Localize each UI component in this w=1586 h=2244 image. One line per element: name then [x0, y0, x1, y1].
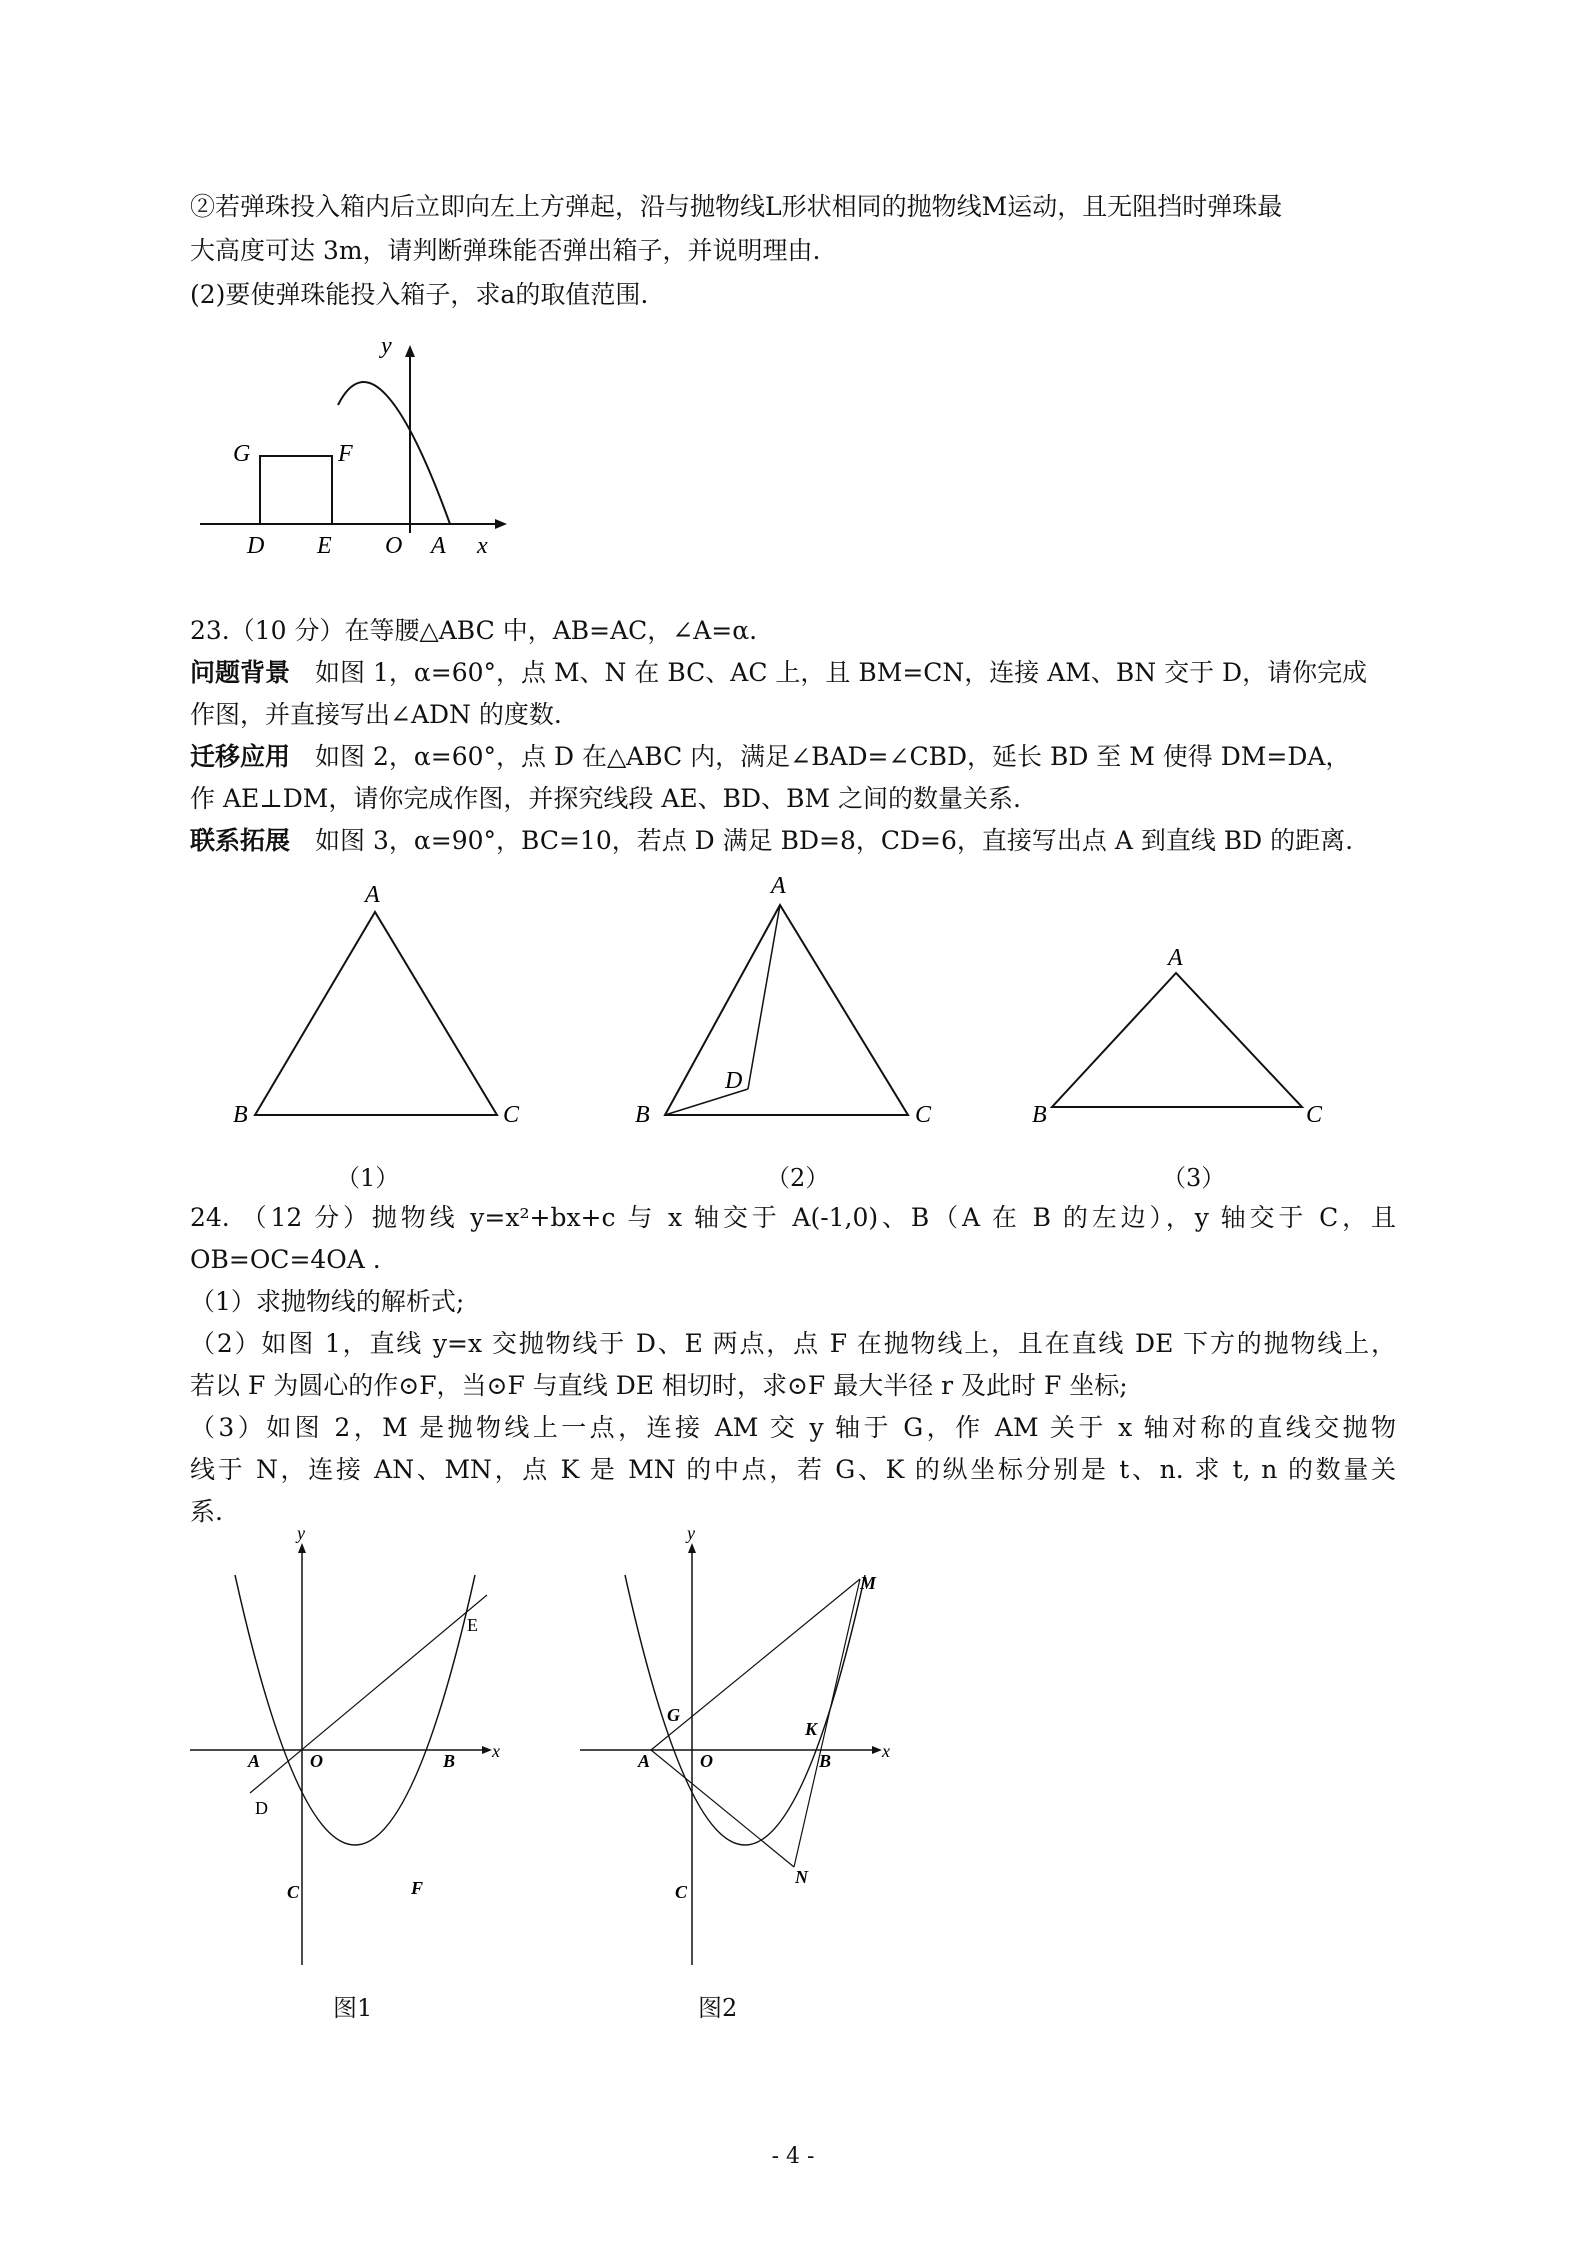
q23-figure-3	[1020, 935, 1330, 1135]
fig3-label-A: A	[1168, 945, 1183, 971]
page-number: - 4 -	[771, 2144, 815, 2169]
q23-migration-title: 迁移应用	[190, 742, 291, 771]
q23-extension-text: 如图 3，α=90°，BC=10，若点 D 满足 BD=8，CD=6，直接写出点 A 到直线 BD 的距离.	[290, 826, 1354, 855]
q24-line-1: 24. （12 分）抛物线 y=x²+bx+c 与 x 轴交于 A(-1,0)、B（A 在 B 的左边），y 轴交于 C，且	[190, 1203, 1396, 1232]
q22-line-3: (2)要使弹珠能投入箱子，求a的取值范围.	[190, 280, 649, 309]
q24-caption-2: 图2	[698, 1994, 738, 2022]
fig1-label-C: C	[503, 1102, 520, 1128]
label-G: G	[233, 441, 251, 467]
q23-extension-title: 联系拓展	[190, 826, 291, 855]
f1-label-C: C	[287, 1882, 300, 1902]
q24-figure-1	[185, 1525, 505, 1985]
q24-caption-1: 图1	[333, 1994, 373, 2022]
f2-label-x: x	[882, 1741, 890, 1761]
q23-caption-1: （1）	[336, 1164, 400, 1192]
q23-caption-3: （3）	[1162, 1164, 1226, 1192]
f1-label-F: F	[411, 1878, 424, 1898]
fig3-label-B: B	[1032, 1102, 1047, 1128]
f1-label-A: A	[248, 1751, 261, 1771]
fig3-label-C: C	[1306, 1102, 1323, 1128]
f2-label-B: B	[819, 1751, 832, 1771]
parabola-L	[338, 382, 450, 524]
q24-line-5: 若以 F 为圆心的作⊙F，当⊙F 与直线 DE 相切时，求⊙F 最大半径 r 及此时 F 坐标;	[190, 1371, 1128, 1400]
parabola	[235, 1575, 475, 1845]
line-MN	[794, 1579, 860, 1867]
q24-line-2: OB=OC=4OA .	[190, 1245, 381, 1274]
f2-label-K: K	[805, 1719, 818, 1739]
f2-label-G: G	[667, 1705, 680, 1725]
q24-figure-2	[575, 1525, 895, 1985]
label-y: y	[381, 335, 392, 359]
line-AM	[651, 1579, 860, 1750]
label-D: D	[247, 533, 265, 559]
f2-label-O: O	[700, 1751, 713, 1771]
fig2-label-B: B	[635, 1102, 650, 1128]
f2-label-M: M	[860, 1573, 877, 1593]
line-AN	[651, 1750, 794, 1867]
triangle-abc-1	[255, 912, 497, 1115]
label-A: A	[431, 533, 446, 559]
label-E: E	[317, 533, 332, 559]
q23-background-line-1	[190, 654, 1367, 692]
triangle-abc-3	[1052, 973, 1302, 1107]
x-axis-arrow	[482, 1746, 492, 1754]
f2-label-y: y	[687, 1525, 695, 1543]
q23-figure-2	[625, 860, 945, 1140]
q23-line-1: 23.（10 分）在等腰△ABC 中，AB=AC，∠A=α.	[190, 616, 758, 645]
q24-line-8: 系.	[190, 1497, 223, 1526]
f1-label-E: E	[467, 1615, 478, 1635]
f1-label-D: D	[255, 1798, 268, 1818]
f2-label-A: A	[638, 1751, 651, 1771]
label-x: x	[477, 533, 488, 559]
y-axis-arrow	[688, 1543, 696, 1553]
x-axis-arrow	[495, 519, 507, 529]
label-F: F	[338, 441, 353, 467]
q23-migration-text-1: 如图 2，α=60°，点 D 在△ABC 内，满足∠BAD=∠CBD，延长 BD 至 M 使得 DM=DA，	[290, 742, 1351, 771]
q23-caption-2: （2）	[766, 1164, 830, 1192]
q23-extension-line	[190, 822, 1353, 860]
q23-background-line-2: 作图，并直接写出∠ADN 的度数.	[190, 700, 562, 729]
q22-line-1: ②若弹珠投入箱内后立即向左上方弹起，沿与抛物线L形状相同的抛物线M运动，且无阻挡时弹珠最	[190, 192, 1283, 221]
q23-migration-line-2: 作 AE⊥DM，请你完成作图，并探究线段 AE、BD、BM 之间的数量关系.	[190, 784, 1021, 813]
box-rect	[260, 456, 332, 524]
fig1-label-A: A	[365, 882, 380, 908]
q23-figure-1	[225, 870, 535, 1140]
y-axis-arrow	[298, 1543, 306, 1553]
f1-label-y: y	[297, 1525, 305, 1543]
q24-line-3: （1）求抛物线的解析式;	[190, 1287, 465, 1316]
fig1-label-B: B	[233, 1102, 248, 1128]
q24-line-7: 线于 N，连接 AN、MN，点 K 是 MN 的中点，若 G、K 的纵坐标分别是 t、n. 求 t, n 的数量关	[190, 1455, 1396, 1484]
f2-label-C: C	[675, 1882, 688, 1902]
q23-background-title: 问题背景	[190, 658, 291, 687]
q22-figure	[195, 335, 515, 570]
q23-migration-line-1	[190, 738, 1350, 776]
fig2-label-A: A	[771, 873, 786, 899]
x-axis-arrow	[872, 1746, 882, 1754]
f1-label-O: O	[310, 1751, 323, 1771]
q24-line-4: （2）如图 1，直线 y=x 交抛物线于 D、E 两点，点 F 在抛物线上，且在直线 DE 下方的抛物线上，	[190, 1329, 1396, 1358]
parabola	[625, 1575, 865, 1845]
label-O: O	[385, 533, 403, 559]
f1-label-B: B	[443, 1751, 456, 1771]
f2-label-N: N	[795, 1867, 808, 1887]
q23-background-text-1: 如图 1，α=60°，点 M、N 在 BC、AC 上，且 BM=CN，连接 AM、BN 交于 D，请你完成	[290, 658, 1368, 687]
q24-line-6: （3）如图 2，M 是抛物线上一点，连接 AM 交 y 轴于 G，作 AM 关于 x 轴对称的直线交抛物	[190, 1413, 1396, 1442]
fig2-label-C: C	[915, 1102, 932, 1128]
triangle-abc-2	[665, 905, 908, 1115]
y-axis-arrow	[405, 345, 415, 357]
fig2-label-D: D	[725, 1068, 743, 1094]
q22-line-2: 大高度可达 3m，请判断弹珠能否弹出箱子，并说明理由.	[190, 236, 821, 265]
f1-label-x: x	[492, 1741, 500, 1761]
